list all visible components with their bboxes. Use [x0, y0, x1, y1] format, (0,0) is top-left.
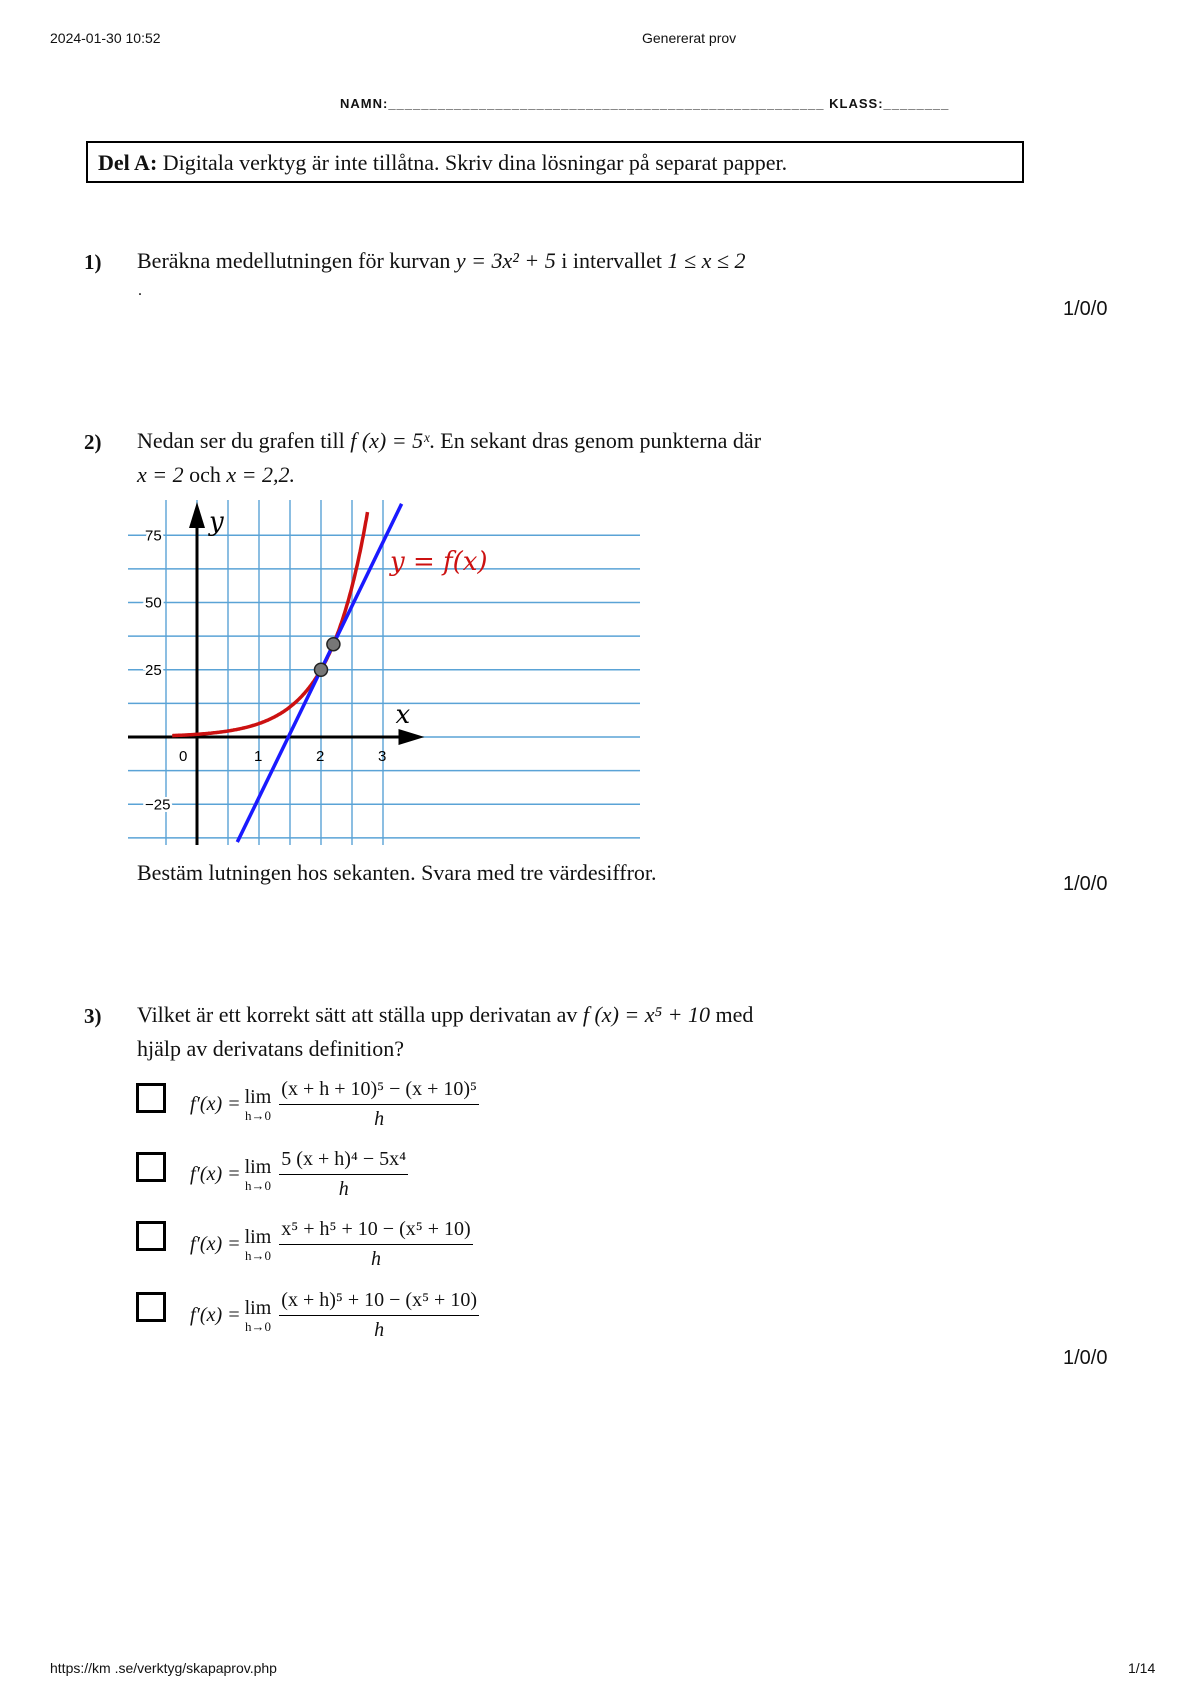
question-2-line2: x = 2 och x = 2,2.: [137, 462, 296, 487]
option-2-formula: f′(x) = lim h→0 $\frac{\text{5 (x + h)⁴ − 5x⁴}}{h}$: [190, 1148, 407, 1200]
y-tick-label: 75: [145, 527, 162, 545]
secant-point: [315, 663, 328, 676]
section-label: Del A:: [98, 150, 158, 175]
function-graph: [120, 500, 650, 845]
x-tick-label: 1: [254, 748, 263, 765]
question-1-points: 1/0/0: [1063, 298, 1108, 320]
option-2-checkbox[interactable]: [136, 1152, 166, 1182]
x-tick-label: 2: [316, 748, 325, 765]
footer-url: https://km .se/verktyg/skapaprov.php: [50, 1660, 277, 1676]
name-line: [340, 96, 949, 111]
x-axis-arrow: [399, 729, 425, 745]
klass-label: KLASS:: [829, 96, 884, 111]
chart-axes: [128, 502, 425, 845]
question-2-points: 1/0/0: [1063, 873, 1108, 895]
footer-page: 1/14: [1128, 1660, 1156, 1676]
question-2-text: Nedan ser du grafen till f (x) = 5ˣ. En sekant dras genom punkterna där: [137, 428, 762, 453]
namn-blank: _____________________________________________________: [388, 96, 825, 111]
q1-formula: y = 3x² + 5: [455, 248, 556, 273]
y-tick-label: −25: [145, 796, 171, 814]
y-axis-label: y: [209, 507, 224, 537]
secant-point: [327, 638, 340, 651]
function-curve: [172, 512, 367, 736]
question-3-number: 3): [84, 1004, 102, 1028]
klass-blank: ________: [883, 96, 950, 111]
y-tick-label: 50: [145, 594, 162, 612]
namn-label: NAMN:: [340, 96, 389, 111]
question-2-instruction: Bestäm lutningen hos sekanten. Svara med tre värdesiffror.: [137, 860, 657, 885]
section-box: [86, 141, 1024, 183]
q1-dot: .: [138, 282, 142, 299]
chart-series: [172, 504, 401, 842]
y-tick-label: 25: [145, 661, 162, 679]
question-3-line2: hjälp av derivatans definition?: [137, 1036, 404, 1061]
chart-grid: [128, 500, 640, 845]
y-axis-arrow: [189, 502, 205, 528]
x-tick-label: 3: [378, 748, 387, 765]
question-2-number: 2): [84, 430, 102, 454]
option-3-checkbox[interactable]: [136, 1221, 166, 1251]
question-3-points: 1/0/0: [1063, 1347, 1108, 1369]
option-4-checkbox[interactable]: [136, 1292, 166, 1322]
q1-interval: 1 ≤ x ≤ 2: [667, 248, 746, 273]
question-1-number: 1): [84, 250, 102, 274]
option-3-formula: f′(x) = lim h→0 $\frac{\text{x⁵ + h⁵ + 10 − (x⁵ + 10)}}{h}$: [190, 1218, 471, 1270]
x-axis-label: x: [395, 700, 411, 730]
option-1-formula: f′(x) = lim h→0 $\frac{\text{(x + h + 10)⁵ − (x + 10)⁵}}{h}$: [190, 1078, 477, 1130]
section-text: Digitala verktyg är inte tillåtna. Skriv dina lösningar på separat papper.: [157, 150, 788, 175]
option-1-checkbox[interactable]: [136, 1083, 166, 1113]
curve-label: y = f(x): [390, 547, 488, 577]
question-1-text: Beräkna medellutningen för kurvan y = 3x² + 5 i intervallet 1 ≤ x ≤ 2: [137, 248, 746, 273]
question-3-text: Vilket är ett korrekt sätt att ställa upp derivatan av f (x) = x⁵ + 10 med: [137, 1002, 754, 1027]
q3-formula: f (x) = x⁵ + 10: [582, 1002, 710, 1027]
header-datetime: 2024-01-30 10:52: [50, 30, 161, 46]
option-4-formula: f′(x) = lim h→0 $\frac{\text{(x + h)⁵ + 10 − (x⁵ + 10)}}{h}$: [190, 1289, 477, 1341]
header-title: Genererat prov: [642, 30, 737, 46]
x-tick-label: 0: [179, 748, 188, 765]
q2-formula: f (x) = 5ˣ: [350, 428, 430, 453]
